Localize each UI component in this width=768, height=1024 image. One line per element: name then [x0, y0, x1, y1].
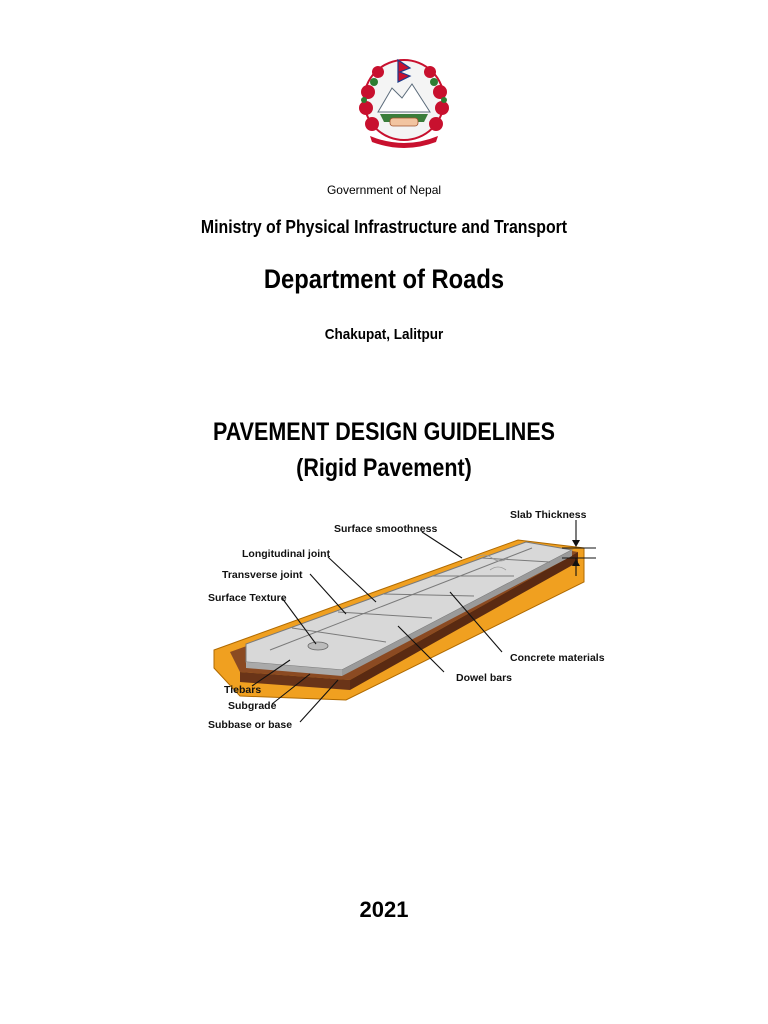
publication-year: 2021: [359, 897, 409, 922]
label-surface-texture: Surface Texture: [208, 592, 287, 604]
ministry-name: Ministry of Physical Infrastructure and Transport: [200, 217, 568, 237]
label-surface-smoothness: Surface smoothness: [334, 523, 438, 535]
label-subgrade: Subgrade: [228, 700, 277, 712]
label-tiebars: Tiebars: [224, 684, 262, 696]
label-dowel-bars: Dowel bars: [456, 672, 513, 684]
label-concrete-materials: Concrete materials: [510, 652, 605, 664]
department-name: Department of Roads: [263, 264, 505, 294]
department-address: Chakupat, Lalitpur: [324, 326, 444, 343]
label-slab-thickness: Slab Thickness: [510, 509, 587, 521]
government-label: Government of Nepal: [326, 183, 442, 197]
label-subbase: Subbase or base: [208, 719, 293, 731]
document-subtitle: (Rigid Pavement): [296, 454, 472, 482]
label-transverse-joint: Transverse joint: [222, 569, 303, 581]
label-longitudinal-joint: Longitudinal joint: [242, 548, 331, 560]
nepal-coat-of-arms-icon: [352, 54, 456, 150]
document-title: PAVEMENT DESIGN GUIDELINES: [212, 418, 556, 446]
rigid-pavement-diagram: [200, 500, 620, 740]
